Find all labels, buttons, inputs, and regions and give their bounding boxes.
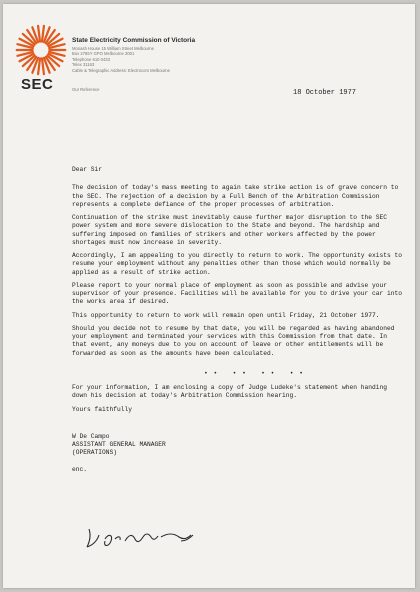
address-line: Box 2765Y GPO Melbourne 3001 [72, 51, 135, 57]
paragraph: Continuation of the strike must inevitably cause further major disruption to the SEC power system and more severe dislocation to the State and beyond. The hardship and suffering imposed on families of strikers and other workers affected by the power shortages must now increase in severity. [72, 214, 388, 246]
organisation-name: State Electricity Commission of Victoria [72, 37, 196, 44]
paragraph: Should you decide not to resume by that date, you will be regarded as having abandoned your employment and terminated your services with this Commission from that date. In that event, any moneys due to you on account of leave or other entitlements will be forwarded as soon as the amounts have been calculated. [72, 324, 395, 357]
signatory-department: (OPERATIONS) [72, 449, 118, 457]
sec-sunburst-logo [13, 22, 69, 78]
logo-ray [38, 58, 40, 74]
address-block [72, 46, 170, 73]
separator-mark: • • [261, 369, 276, 377]
paragraph: This opportunity to return to work will remain open until Friday, 21 October 1977. [72, 311, 380, 319]
logo-ray [38, 26, 40, 42]
greeting: Dear Sir [72, 166, 103, 173]
letter-body [72, 166, 404, 474]
paragraph: The decision of today's mass meeting to again take strike action is of grave concern to the SEC. The rejection of a decision by a Full Bench of the Arbitration Commission represents a complete defiance of the proper processes of arbitration. [72, 184, 399, 208]
address-line: Telephone 610 0433 [72, 56, 110, 62]
letter-date: 18 October 1977 [293, 89, 357, 97]
letter-page [3, 4, 415, 588]
separator-mark: • • [204, 369, 219, 377]
reference-label: Our Reference [72, 87, 100, 92]
paragraph: Please report to your normal place of employment as soon as possible and advise your supervisor of your presence. Facilities will be available for you to drive your car into the works area if desired. [72, 281, 403, 306]
postscript-paragraph: For your information, I am enclosing a copy of Judge Ludeke's statement when handing down his decision at today's Arbitration Commission hearing. [72, 384, 388, 400]
address-line: Telex 31163 [72, 62, 95, 68]
logo-ray [42, 26, 44, 42]
signature-block [72, 433, 404, 458]
separator-mark: • • [289, 369, 304, 377]
separator-dots [204, 370, 304, 378]
handwritten-signature [81, 523, 207, 551]
signatory-name: W De Campo [72, 432, 110, 440]
paragraph: Accordingly, I am appealing to you directly to return to work. The opportunity exists to resume your employment without any penalties other than those which would normally be applied as a result of strike action. [72, 252, 403, 276]
address-line: Cable & Telegraphic Address: Electrocom Melbourne [72, 67, 170, 73]
closing: Yours faithfully [72, 405, 133, 413]
enclosure-note: enc. [72, 465, 88, 473]
logo-ray [42, 58, 44, 74]
signatory-title: ASSISTANT GENERAL MANAGER [72, 441, 166, 448]
logo-text: SEC [21, 76, 54, 93]
address-line: Monash House 15 William Street Melbourne [72, 46, 154, 51]
separator-mark: • • [232, 369, 247, 377]
